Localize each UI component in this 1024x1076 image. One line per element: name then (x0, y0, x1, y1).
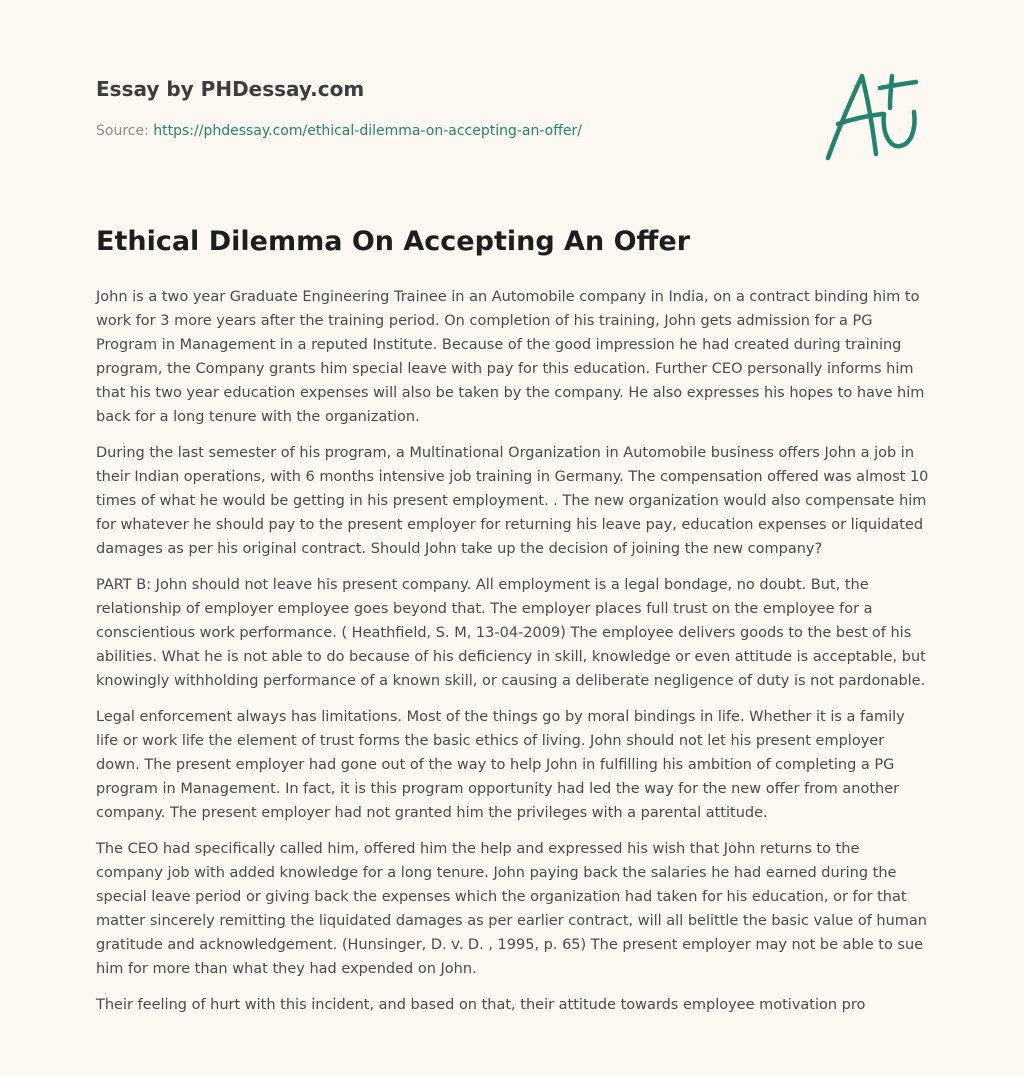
essay-paragraph: Their feeling of hurt with this incident, and based on that, their attitude towards employee motivation pro (96, 997, 866, 1013)
source-label: Source: (96, 123, 154, 139)
a-plus-grade-icon (824, 68, 924, 164)
source-line (96, 123, 582, 139)
source-link[interactable]: https://phdessay.com/ethical-dilemma-on-accepting-an-offer/ (153, 123, 582, 139)
essay-paragraph: The CEO had specifically called him, offered him the help and expressed his wish that John returns to the company job with added knowledge for a long tenure. John paying back the salaries he had earned during the special leave period or giving back the expenses which the organization had taken for his education, or for that matter sincerely remitting the liquidated damages as per earlier contract, will all belittle the basic value of human gratitude and acknowledgement. (Hunsinger, D. v. D. , 1995, p. 65) The present employer may not be able to sue him for more than what they had expended on John. (96, 841, 927, 977)
site-brand: Essay by PHDessay.com (96, 77, 365, 101)
essay-paragraph: John is a two year Graduate Engineering Trainee in an Automobile company in India, on a contract binding him to work for 3 more years after the training period. On completion of his training, John gets admission for a PG Program in Management in a reputed Institute. Because of the good impression he had created during training program, the Company grants him special leave with pay for this education. Further CEO personally informs him that his two year education expenses will also be taken by the company. He also expresses his hopes to have him back for a long tenure with the organization. (96, 289, 925, 425)
essay-paragraph: During the last semester of his program, a Multinational Organization in Automobile business offers John a job in their Indian operations, with 6 months intensive job training in Germany. The compensation offered was almost 10 times of what he would be getting in his present employment. . The new organization would also compensate him for whatever he should pay to the present employer for returning his leave pay, education expenses or liquidated damages as per his original contract. Should John take up the decision of joining the new company? (96, 445, 929, 557)
essay-paragraph: PART B: John should not leave his present company. All employment is a legal bondage, no doubt. But, the relationship of employer employee goes beyond that. The employer places full trust on the employee for a conscientious work performance. ( Heathfield, S. M, 13-04-2009) The employee delivers goods to the best of his abilities. What he is not able to do because of his deficiency in skill, knowledge or even attitude is acceptable, but knowingly withholding performance of a known skill, or causing a deliberate negligence of duty is not pardonable. (96, 577, 926, 689)
essay-body (96, 285, 930, 1029)
essay-paragraph: Legal enforcement always has limitations. Most of the things go by moral bindings in life. Whether it is a family life or work life the element of trust forms the basic ethics of living. John should not let his present employer down. The present employer had gone out of the way to help John in fulfilling his ambition of completing a PG program in Management. In fact, it is this program opportunity had led the way for the new offer from another company. The present employer had not granted him the privileges with a parental attitude. (96, 709, 905, 821)
essay-title: Ethical Dilemma On Accepting An Offer (96, 226, 691, 257)
